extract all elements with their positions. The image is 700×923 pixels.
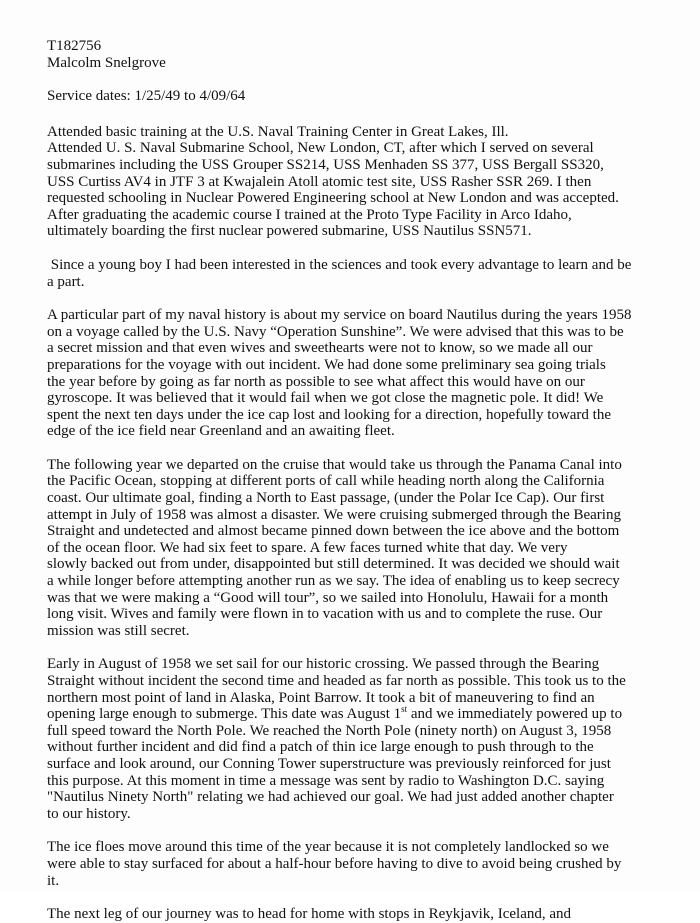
text-line: gyroscope. It was believed that it would fail when we got close the magnetic pole. It did! We	[47, 390, 604, 407]
paragraph-historic-crossing	[47, 656, 678, 822]
text-line: a while longer before attempting another run as we say. The idea of enabling us to keep secrecy	[47, 573, 620, 590]
text-line: mission was still secret.	[47, 622, 190, 639]
paragraph-ice-floes	[47, 839, 678, 889]
text-line: slowly backed out from under, disappointed but still determined. It was decided we should wait	[47, 556, 620, 573]
paragraph-following-year	[47, 457, 678, 640]
service-dates: Service dates: 1/25/49 to 4/09/64	[47, 88, 246, 105]
text-line: spent the next ten days under the ice cap lost and looking for a direction, hopefully toward the	[47, 406, 612, 423]
text-line: the Pacific Ocean, stopping at different ports of call while heading north along the California	[47, 473, 605, 490]
superscript-ordinal: st	[401, 704, 408, 715]
text-line: The ice floes move around this time of the year because it is not completely landlocked so we	[47, 839, 609, 856]
veteran-name: Malcolm Snelgrove	[47, 54, 166, 71]
text-line: edge of the ice field near Greenland and an awaiting fleet.	[47, 423, 395, 440]
text-line: surface and look around, our Conning Tower superstructure was previously reinforced for just	[47, 755, 611, 772]
text-line: Since a young boy I had been interested in the sciences and took every advantage to learn and be	[47, 256, 632, 273]
text-line: this purpose. At this moment in time a message was sent by radio to Washington D.C. saying	[47, 772, 605, 789]
paragraph-training	[47, 124, 678, 240]
text-line: full speed toward the North Pole. We reached the North Pole (ninety north) on August 3, 1958	[47, 722, 612, 739]
text-line: were able to stay surfaced for about a half-hour before having to dive to avoid being crushed by	[47, 855, 622, 872]
text-line: After graduating the academic course I trained at the Proto Type Facility in Arco Idaho,	[47, 206, 572, 223]
text-line: to our history.	[47, 805, 131, 822]
text-line: attempt in July of 1958 was almost a disaster. We were cruising submerged through the Bearing	[47, 506, 621, 523]
text-line: ultimately boarding the first nuclear powered submarine, USS Nautilus SSN571.	[47, 223, 532, 240]
paragraph-operation-sunshine	[47, 307, 678, 440]
text-line: on a voyage called by the U.S. Navy “Operation Sunshine”. We were advised that this was to be	[47, 323, 624, 340]
text-line: Early in August of 1958 we set sail for our historic crossing. We passed through the Bearing	[47, 656, 600, 673]
text-line: Straight and undetected and almost became pinned down between the ice above and the bottom	[47, 523, 620, 540]
text-line: USS Curtiss AV4 in JTF 3 at Kwajalein Atoll atomic test site, USS Rasher SSR 269. I then	[47, 173, 592, 190]
text-line: A particular part of my naval history is about my service on board Nautilus during the years 1958	[47, 307, 632, 324]
text-line: of the ocean floor. We had six feet to spare. A few faces turned white that day. We very	[47, 539, 568, 556]
record-id: T182756	[47, 38, 102, 54]
text-line: requested schooling in Nuclear Powered Engineering school at New London and was accepted.	[47, 190, 619, 207]
text-line: it.	[47, 872, 60, 889]
text-line: Attended basic training at the U.S. Naval Training Center in Great Lakes, Ill.	[47, 123, 509, 140]
text-line: The following year we departed on the cruise that would take us through the Panama Canal into	[47, 456, 622, 473]
text-line: was that we were making a “Good will tour”, so we sailed into Honolulu, Hawaii for a month	[47, 589, 609, 606]
text-line: coast. Our ultimate goal, finding a North to East passage, (under the Polar Ice Cap). Our first	[47, 490, 605, 507]
text-line: Attended U. S. Naval Submarine School, New London, CT, after which I served on several	[47, 140, 594, 157]
paragraph-interest	[47, 257, 678, 290]
text-line: a part.	[47, 273, 85, 290]
text-line: submarines including the USS Grouper SS214, USS Menhaden SS 377, USS Bergall SS320,	[47, 156, 604, 173]
paragraph-next-leg	[47, 906, 678, 923]
text-segment: opening large enough to submerge. This date was August 1	[47, 706, 402, 723]
text-line: "Nautilus Ninety North" relating we had achieved our goal. We had just added another chapter	[47, 789, 614, 806]
text-line: a secret mission and that even wives and sweethearts were not to know, so we made all our	[47, 340, 593, 357]
text-line: long visit. Wives and family were flown in to vacation with us and to complete the ruse. Our	[47, 606, 603, 623]
text-line: northern most point of land in Alaska, Point Barrow. It took a bit of maneuvering to find an	[47, 689, 595, 706]
text-line: The next leg of our journey was to head for home with stops in Reykjavik, Iceland, and	[47, 906, 572, 923]
text-line-with-superscript	[47, 706, 678, 723]
text-line: Straight without incident the second time and headed as far north as possible. This took us to the	[47, 673, 626, 689]
text-line: preparations for the voyage with out incident. We had done some preliminary sea going trials	[47, 356, 606, 373]
text-line: without further incident and did find a patch of thin ice large enough to push through to the	[47, 739, 594, 756]
text-segment: and we immediately powered up to	[407, 706, 623, 723]
text-line: the year before by going as far north as possible to see what affect this would have on our	[47, 373, 585, 390]
